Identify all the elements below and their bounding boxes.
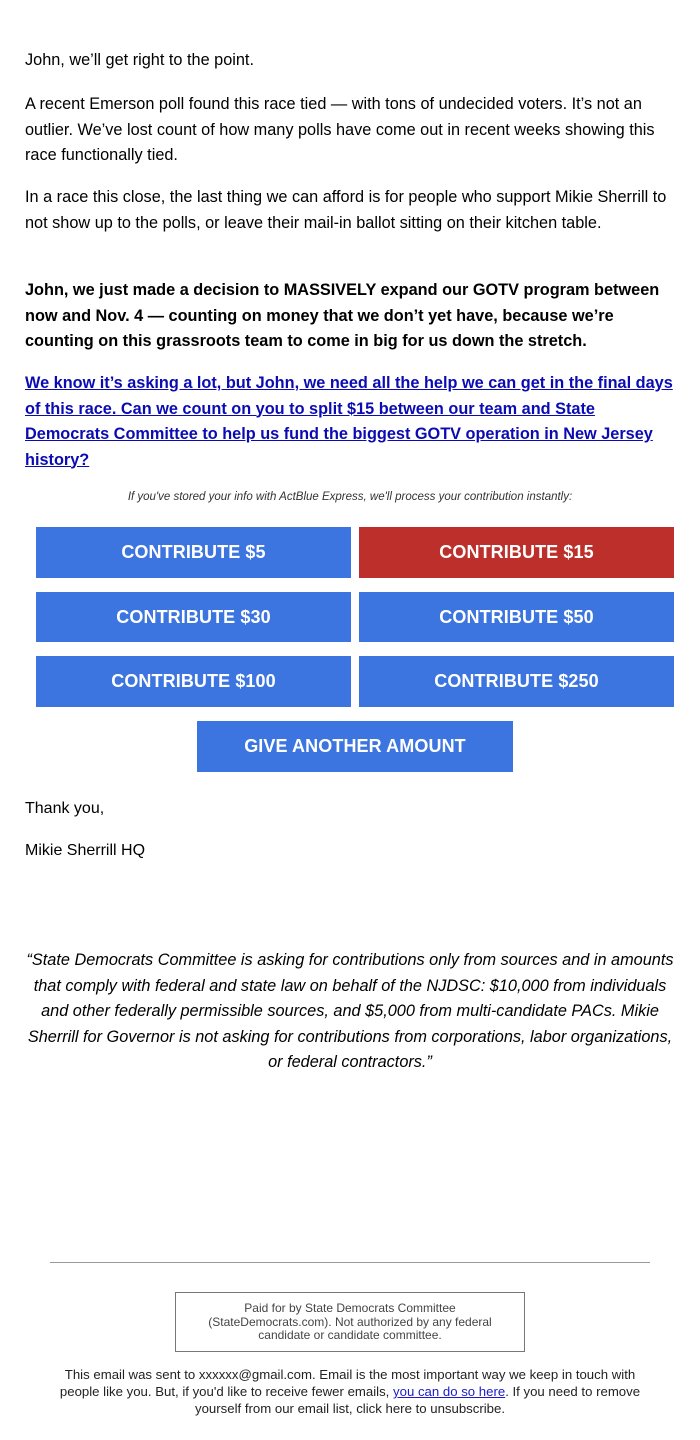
footer-text-part1: This email was sent to xxxxxx@gmail.com. Email is the most important way we keep in touch with people like you. But, if you'd like to receive fewer emails, bbox=[59, 1367, 636, 1399]
footer-text-part2: . If you need to remove yourself from our email list, click here to unsubscribe. bbox=[194, 1384, 641, 1416]
greeting-line: John, we’ll get right to the point. bbox=[25, 51, 254, 69]
actblue-express-note: If you've stored your info with ActBlue Express, we'll process your contribution instantly: bbox=[127, 491, 573, 503]
footer-divider bbox=[50, 1262, 650, 1263]
contribute-5-button[interactable]: CONTRIBUTE $5 bbox=[36, 527, 351, 578]
give-another-amount-button[interactable]: GIVE ANOTHER AMOUNT bbox=[197, 721, 513, 772]
fewer-emails-link[interactable]: you can do so here bbox=[393, 1384, 506, 1399]
contribute-50-button[interactable]: CONTRIBUTE $50 bbox=[359, 592, 674, 642]
contribute-15-button[interactable]: CONTRIBUTE $15 bbox=[359, 527, 674, 578]
signature-name: Mikie Sherrill HQ bbox=[25, 842, 146, 859]
ask-paragraph bbox=[25, 371, 673, 473]
contribution-disclaimer: “State Democrats Committee is asking for contributions only from sources and in amounts that comply with federal and state law on behalf of the NJDSC: $10,000 from individuals and other federally permissible sources, and $5,000 from multi-candidate PACs. Mikie Sherrill for Governor is not asking for contributions from corporations, labor organizations, or federal contractors.” bbox=[26, 951, 674, 1072]
decision-paragraph: John, we just made a decision to MASSIVELY expand our GOTV program between now and Nov. 4 — counting on money that we don’t yet have, because we’re counting on this grassroots team to come in big for us down the stretch. bbox=[25, 281, 660, 350]
poll-paragraph: A recent Emerson poll found this race tied — with tons of undecided voters. It’s not an outlier. We’ve lost count of how many polls have come out in recent weeks showing this race functionally tied. bbox=[25, 95, 655, 164]
contribute-100-button[interactable]: CONTRIBUTE $100 bbox=[36, 656, 351, 707]
paid-for-box: Paid for by State Democrats Committee (StateDemocrats.com). Not authorized by any federal candidate or candidate committee. bbox=[175, 1292, 525, 1352]
close-race-paragraph: In a race this close, the last thing we can afford is for people who support Mikie Sherrill to not show up to the polls, or leave their mail-in ballot sitting on their kitchen table. bbox=[25, 188, 667, 232]
thank-you-line: Thank you, bbox=[25, 800, 105, 817]
contribute-30-button[interactable]: CONTRIBUTE $30 bbox=[36, 592, 351, 642]
footer-text bbox=[45, 1366, 655, 1417]
donate-ask-link[interactable]: We know it’s asking a lot, but John, we need all the help we can get in the final days of this race. Can we count on you to split $15 between our team and State Democrats Committee to help us fund the biggest GOTV operation in New Jersey history? bbox=[25, 374, 673, 469]
contribute-250-button[interactable]: CONTRIBUTE $250 bbox=[359, 656, 674, 707]
